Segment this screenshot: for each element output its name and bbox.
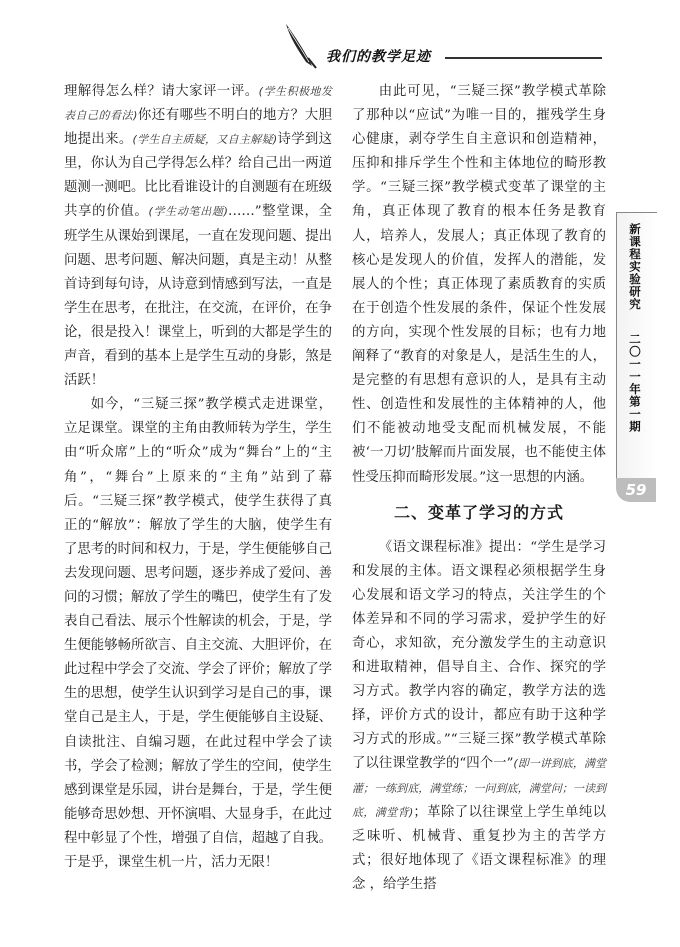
stage-note: (学生自主质疑，又自主解疑) bbox=[132, 133, 278, 147]
header-rule bbox=[445, 57, 602, 59]
text-run: ；革除了以往课堂上学生单纯以乏味听、机械背、重复抄为主的苦学方式；很好地体现了《语文课程标准》的理念 ，给学生搭 bbox=[352, 804, 607, 892]
left-column bbox=[64, 80, 332, 875]
paragraph: 如今，“三疑三探”教学模式走进课堂，立足课堂。课堂的主角由教师转为学生，学生由“听众席”上的“听众”成为“舞台”上的“主角”，“舞台”上原来的“主角”站到了幕后。“三疑三探”教学模式，使学生获得了真正的“解放”：解放了学生的大脑，使学生有了思考的时间和权力，于是，学生便能够自己去发现问题、思考问题，逐步养成了爱问、善问的习惯；解放了学生的嘴巴，使学生有了发表自己看法、展示个性解读的机会，于是，学生便能够畅所欲言、自主交流、大胆评价，在此过程中学会了交流、学会了评价；解放了学生的思想，使学生认识到学习是自己的事，课堂自己是主人，于是，学生便能够自主设疑、自读批注、自编习题，在此过程中学会了读书，学会了检测；解放了学生的空间，使学生感到课堂是乐园，讲台是舞台，于是，学生便能够奇思妙想、开怀演唱、大显身手，在此过程中彰显了个性，增强了自信，超越了自我。于是乎，课堂生机一片，活力无限！ bbox=[64, 397, 332, 870]
quill-pen-icon bbox=[282, 22, 322, 70]
page-number: 59 bbox=[616, 478, 656, 502]
right-column bbox=[352, 80, 606, 897]
running-header-title: 我们的教学足迹 bbox=[326, 49, 431, 65]
page-header bbox=[0, 0, 680, 76]
text-run: 理解得怎么样？请大家评一评。 bbox=[64, 84, 259, 99]
text-run: 你还有哪些不明白的地方？大胆地提出来。 bbox=[64, 108, 333, 148]
journal-issue: 二〇一一年第一期 bbox=[628, 333, 642, 433]
paragraph bbox=[64, 80, 332, 393]
text-run: ……”整堂课，全班学生从课始到课尾，一直在发现问题、提出问题、思考问题、解决问题，真是主动！从整首诗到每句诗，从诗意到情感到写法，一直是学生在思考，在批注，在交流，在评价，在争论，很是投入！课堂上，听到的大都是学生的声音，看到的基本上是学生互动的身影，煞是活跃！ bbox=[64, 204, 332, 389]
section-heading: 二、变革了学习的方式 bbox=[393, 502, 564, 522]
journal-name: 新课程实验研究 bbox=[628, 223, 642, 311]
stage-note: (学生积极地发表自己的看法) bbox=[64, 85, 333, 123]
journal-side-tab bbox=[616, 212, 657, 485]
text-run: 诗学到这里，你认为自己学得怎么样？给自己出一两道题测一测吧。比比看谁设计的自测题有在班级共享的价值。 bbox=[64, 132, 333, 220]
text-run: 《语文课程标准》提出：“学生是学习和发展的主体。语文课程必须根据学生身心发展和语文学习的特点，关注学生的个体差异和不同的学习需求，爱护学生的好奇心，求知欲，充分激发学生的主动意识和进取精神，倡导自主、合作、探究的学习方式。教学内容的确定，教学方法的选择，评价方式的设计，都应有助于这种学习方式的形成。”“三疑三探”教学模式革除了以往课堂教学的“四个一” bbox=[352, 539, 606, 772]
stage-note: (即一讲到底，满堂灌；一练到底，满堂练；一问到底，满堂问；一读到底，满堂背) bbox=[352, 757, 606, 819]
stage-note: (学生动笔出题) bbox=[148, 205, 228, 219]
paragraph bbox=[352, 536, 606, 897]
paragraph: 由此可见，“三疑三探”教学模式革除了那种以“应试”为唯一目的，摧残学生身心健康，剥夺学生自主意识和创造精神，压抑和排斥学生个性和主体地位的畸形教学。“三疑三探”教学模式变革了课堂的主角，真正体现了教育的根本任务是教育人，培养人，发展人；真正体现了教育的核心是发现人的价值，发挥人的潜能，发展人的个性；真正体现了素质教育的实质在于创造个性发展的条件，保证个性发展的方向，实现个性发展的目标；也有力地阐释了“教育的对象是人，是活生生的人，是完整的有思想有意识的人，是具有主动性、创造性和发展性的主体精神的人，他们不能被动地受支配而机械发展，不能被‘一刀切’肢解而片面发展，也不能使主体性受压抑而畸形发展。”这一思想的内涵。 bbox=[352, 84, 606, 485]
